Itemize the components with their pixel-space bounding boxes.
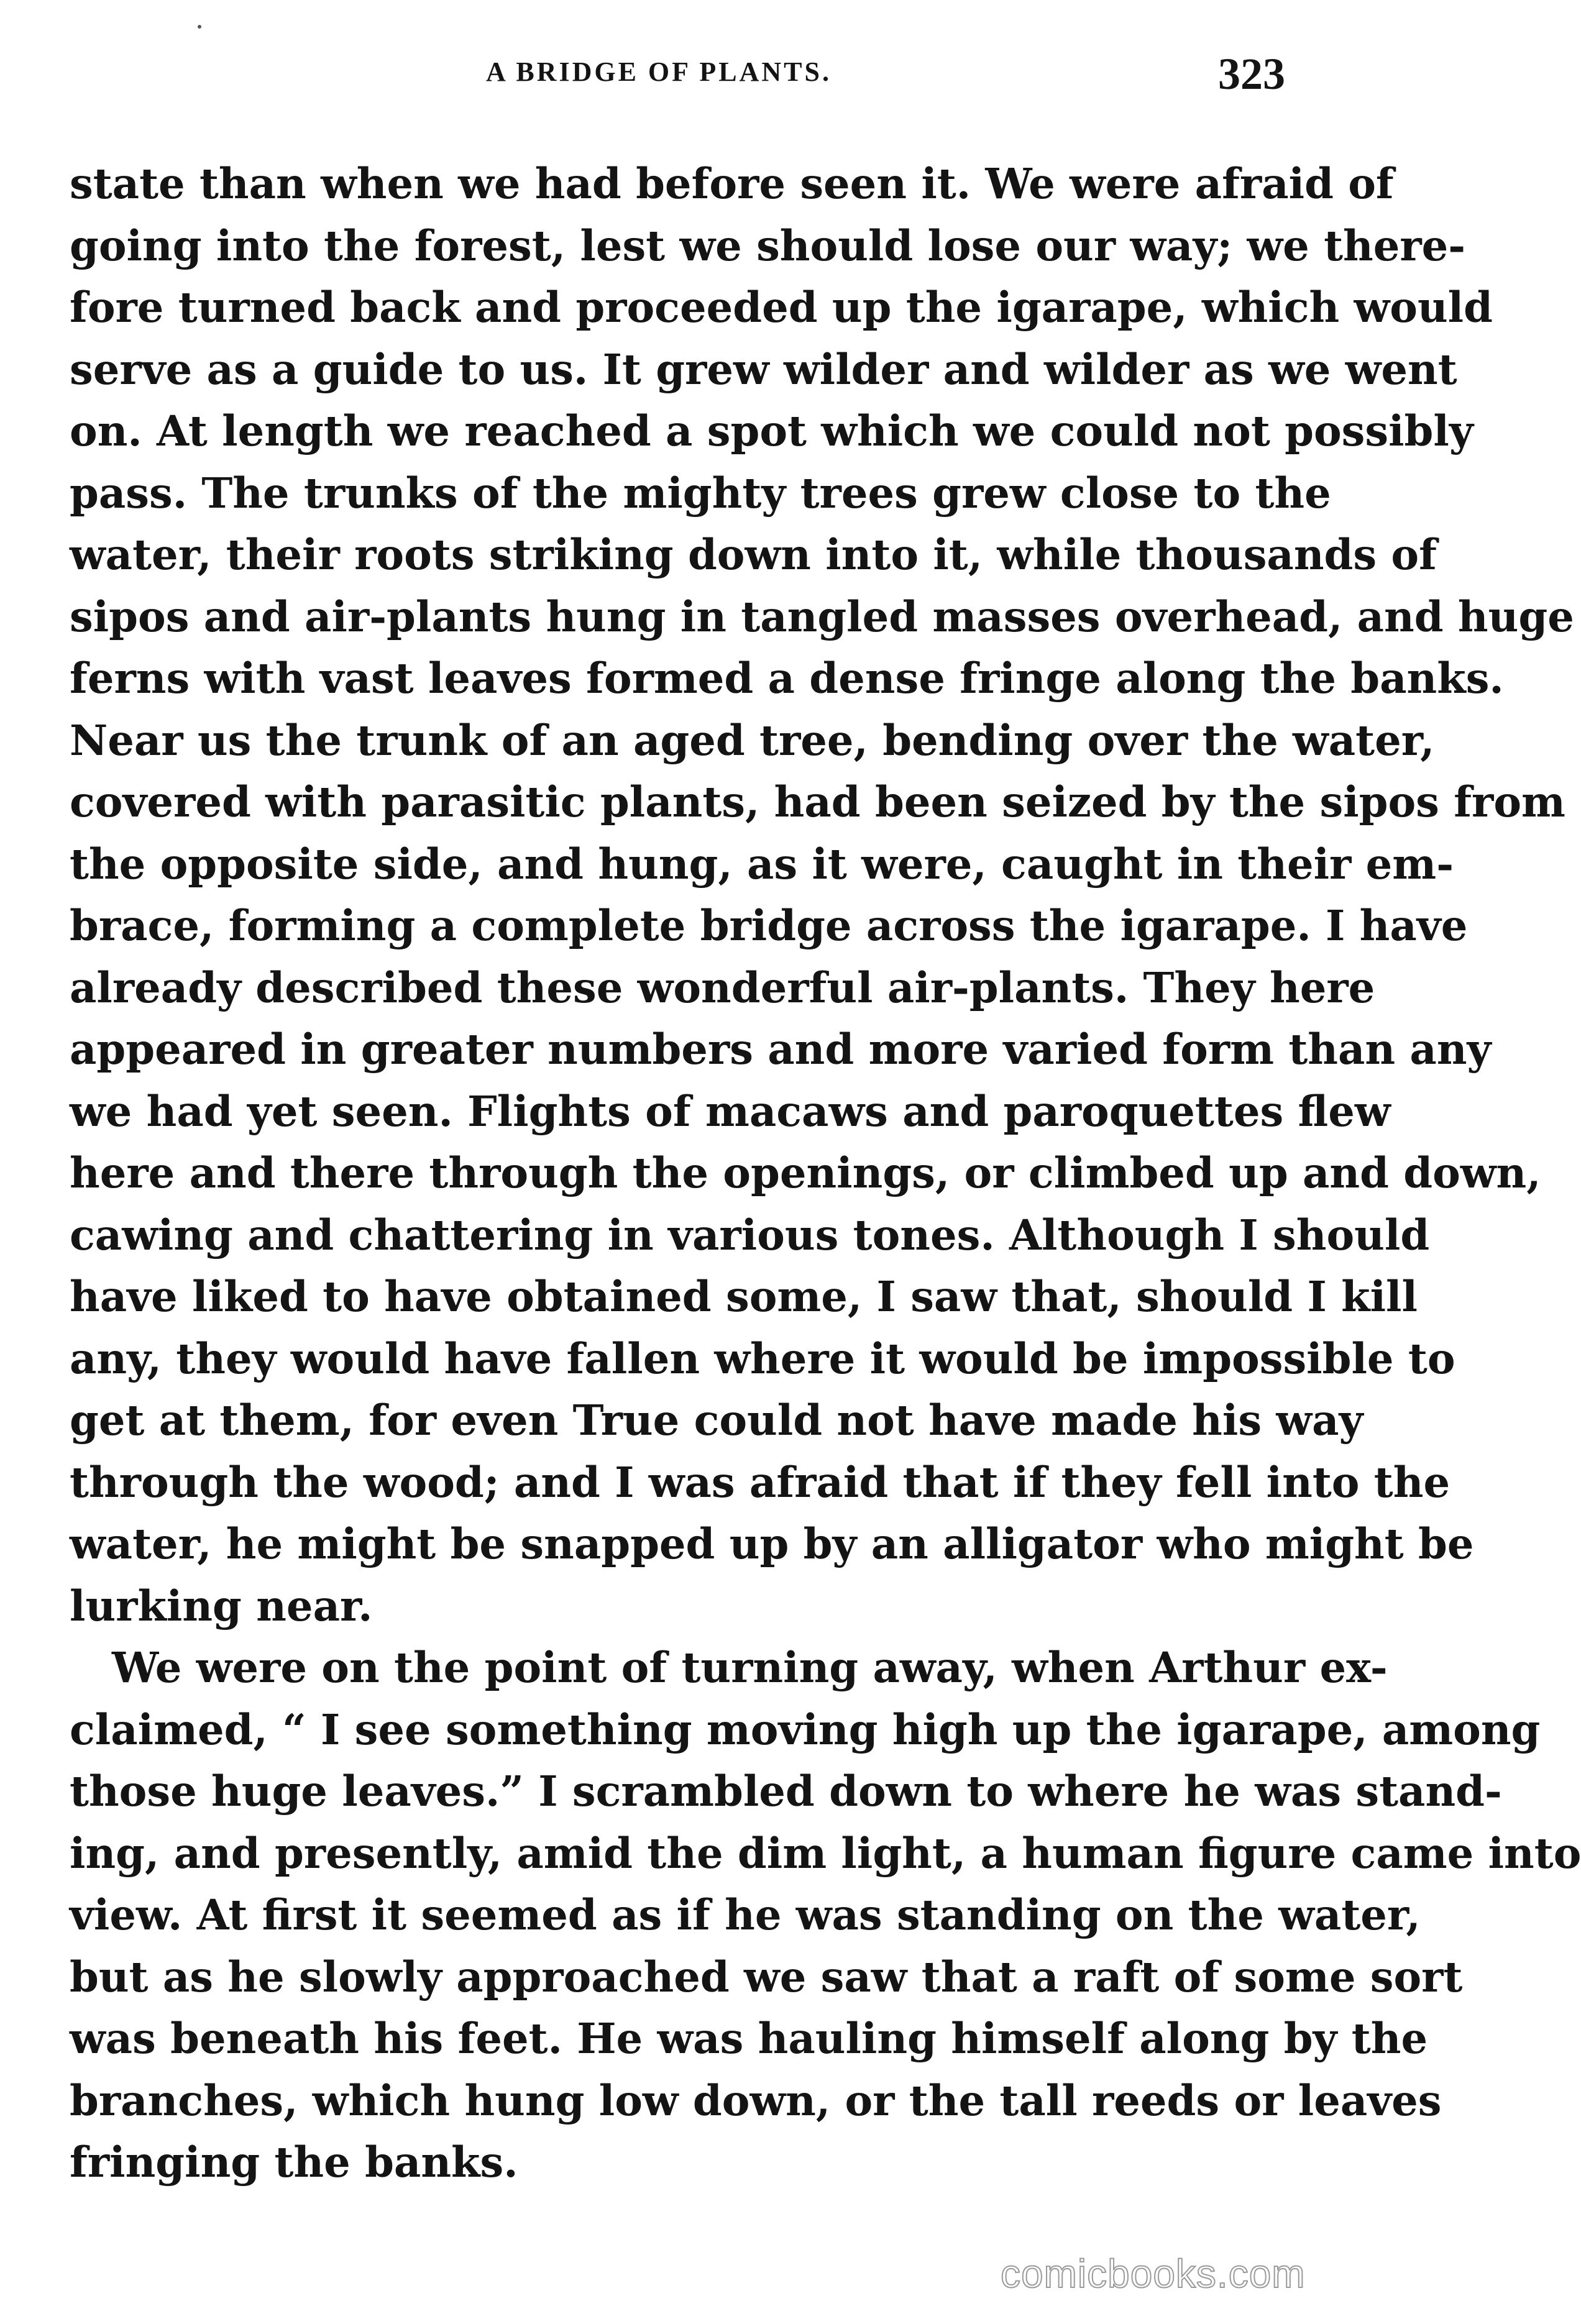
body-text xyxy=(70,153,1581,2194)
text-line: those huge leaves.” I scrambled down to where he was stand- xyxy=(70,1767,1502,1816)
text-line: lurking near. xyxy=(70,1581,373,1631)
text-line: covered with parasitic plants, had been seized by the sipos from xyxy=(70,777,1565,826)
text-line: claimed, “ I see something moving high up the igarape, among xyxy=(70,1704,1541,1754)
text-line: Near us the trunk of an aged tree, bending over the water, xyxy=(70,715,1435,765)
text-line: branches, which hung low down, or the tall reeds or leaves xyxy=(70,2075,1442,2125)
text-line: pass. The trunks of the mighty trees grew close to the xyxy=(70,468,1331,518)
text-line: ferns with vast leaves formed a dense fringe along the banks. xyxy=(70,654,1504,703)
running-head: A BRIDGE OF PLANTS. xyxy=(485,57,832,87)
text-line: any, they would have fallen where it would be impossible to xyxy=(70,1334,1455,1383)
text-line: fringing the banks. xyxy=(70,2138,518,2187)
text-line: water, their roots striking down into it, while thousands of xyxy=(70,530,1437,579)
page-number: 323 xyxy=(1218,49,1285,99)
text-line: going into the forest, lest we should lose our way; we there- xyxy=(70,221,1466,270)
text-line: ing, and presently, amid the dim light, a human figure came into xyxy=(70,1828,1581,1878)
text-line: sipos and air-plants hung in tangled masses overhead, and huge xyxy=(70,592,1574,641)
text-line: fore turned back and proceeded up the igarape, which would xyxy=(70,283,1493,332)
text-line: get at them, for even True could not have made his way xyxy=(70,1396,1363,1445)
text-line: brace, forming a complete bridge across the igarape. I have xyxy=(70,901,1468,950)
text-line: cawing and chattering in various tones. Although I should xyxy=(70,1210,1430,1260)
text-line: serve as a guide to us. It grew wilder and wilder as we went xyxy=(70,344,1457,394)
text-line: we had yet seen. Flights of macaws and paroquettes flew xyxy=(70,1086,1391,1136)
text-line: already described these wonderful air-plants. They here xyxy=(70,963,1375,1012)
text-line: We were on the point of turning away, when Arthur ex- xyxy=(112,1643,1388,1692)
text-line: water, he might be snapped up by an alligator who might be xyxy=(70,1519,1474,1568)
text-line: through the wood; and I was afraid that if they fell into the xyxy=(70,1457,1450,1507)
text-line: appeared in greater numbers and more varied form than any xyxy=(70,1025,1492,1074)
text-line: but as he slowly approached we saw that a raft of some sort xyxy=(70,1952,1463,2001)
text-line: have liked to have obtained some, I saw that, should I kill xyxy=(70,1272,1418,1321)
watermark: comicbooks.com xyxy=(1001,2251,1306,2296)
text-line: on. At length we reached a spot which we could not possibly xyxy=(70,406,1473,455)
text-line: here and there through the openings, or climbed up and down, xyxy=(70,1148,1541,1197)
text-line: view. At first it seemed as if he was standing on the water, xyxy=(70,1890,1421,1939)
print-speck xyxy=(198,25,201,29)
paragraph xyxy=(70,153,1574,1637)
text-line: was beneath his feet. He was hauling himself along by the xyxy=(70,2014,1428,2063)
text-line: the opposite side, and hung, as it were, caught in their em- xyxy=(70,839,1454,889)
text-line: state than when we had before seen it. We were afraid of xyxy=(70,159,1394,208)
paragraph xyxy=(70,1637,1581,2194)
